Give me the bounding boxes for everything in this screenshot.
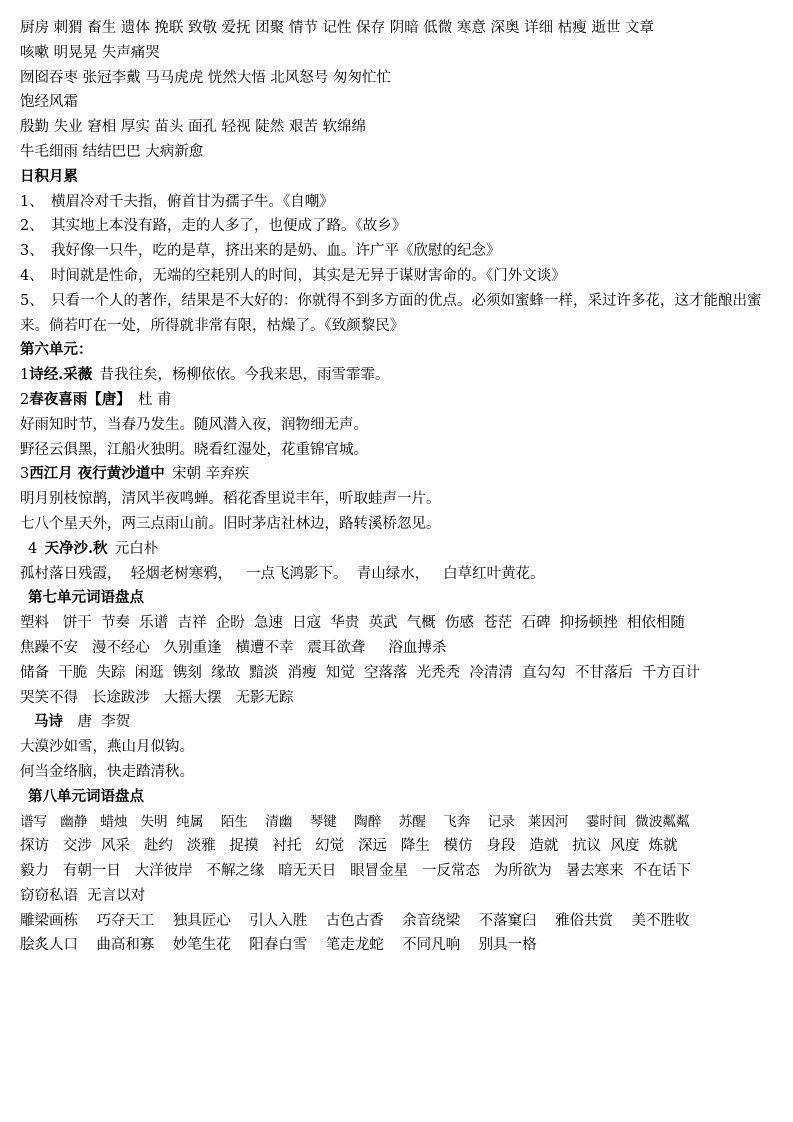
quote-number: 2、	[20, 218, 44, 235]
quote-number: 4、	[20, 267, 44, 284]
quote-text: 横眉冷对千夫指，俯首甘为孺子牛。《自嘲》	[50, 193, 334, 210]
poem-line	[20, 363, 782, 388]
quote-number: 1、	[20, 193, 44, 210]
quote-text: 我好像一只牛，吃的是草，挤出来的是奶、血。许广平《欣慰的纪念》	[50, 243, 501, 260]
word-list-line: 咳嗽 明晃晃 失声痛哭	[20, 44, 160, 61]
poem-title: 西江月 夜行黄沙道中	[29, 465, 165, 483]
poem-line: 七八个星天外，两三点雨山前。旧时茅店社林边，路转溪桥忽见。	[20, 515, 441, 532]
poem-heading	[20, 462, 782, 487]
poem-line: 孤村落日残霞， 轻烟老树寒鸦， 一点飞鸿影下。 青山绿水， 白草红叶黄花。	[20, 565, 545, 582]
poem-author: 杜 甫	[137, 391, 172, 408]
quote-item	[20, 264, 782, 289]
poem-line: 大漠沙如雪，燕山月似钩。	[20, 739, 194, 756]
quote-item	[20, 239, 782, 264]
poem-line: 野径云俱黑，江船火独明。晓看红湿处，花重锦官城。	[20, 441, 368, 458]
poem-author: 唐 李贺	[77, 714, 131, 731]
word-list-line: 雕梁画栋 巧夺天工 独具匠心 引人入胜 古色古香 余音绕梁 不落窠臼 雅俗共赏 美不胜收	[20, 912, 690, 929]
word-list-line: 塑料 饼干 节奏 乐谱 吉祥 企盼 急速 日寇 华贵 英武 气概 伤感 苍茫 石碑 抑扬顿挫 相依相随	[20, 615, 685, 632]
section-heading-unit8: 第八单元词语盘点	[28, 787, 144, 805]
word-list-line: 储备 干脆 失踪 闲逛 镌刻 缘故 黯淡 消瘦 知觉 空落落 光秃秃 冷清清 直勾勾 不甘落后 千方百计	[20, 664, 701, 681]
word-list-line: 囫囵吞枣 张冠李戴 马马虎虎 恍然大悟 北风怒号 匆匆忙忙	[20, 69, 392, 86]
poem-heading	[20, 710, 782, 735]
poem-title: 天净沙.秋	[44, 539, 108, 557]
quote-text: 时间就是性命，无端的空耗别人的时间，其实是无异于谋财害命的。《门外文谈》	[50, 267, 566, 284]
section-heading-unit6: 第六单元：	[20, 341, 93, 359]
section-heading-riji: 日积月累	[20, 167, 78, 185]
poem-title: 诗经.采薇	[29, 366, 93, 384]
quote-text: 其实地上本没有路，走的人多了，也便成了路。《故乡》	[50, 218, 407, 235]
poem-author: 元白朴	[114, 540, 159, 557]
poem-number: 1	[20, 367, 30, 384]
quote-number: 5、	[20, 292, 44, 309]
poem-number: 3	[20, 466, 30, 483]
word-list-line: 窃窃私语 无言以对	[20, 887, 146, 904]
poem-heading	[20, 388, 782, 413]
document-page	[20, 16, 782, 958]
poem-line: 何当金络脑，快走踏清秋。	[20, 763, 194, 780]
quote-item	[20, 214, 782, 239]
poem-text: 昔我往矣，杨柳依依。今我来思，雨雪霏霏。	[99, 367, 390, 384]
word-list-line: 脍炙人口 曲高和寡 妙笔生花 阳春白雪 笔走龙蛇 不同凡响 别具一格	[20, 937, 537, 954]
word-list-line: 殷勤 失业 窘相 厚实 苗头 面孔 轻视 陡然 艰苦 软绵绵	[20, 119, 366, 136]
quote-number: 3、	[20, 243, 44, 260]
quote-item	[20, 190, 782, 215]
poem-title: 春夜喜雨【唐】	[29, 390, 131, 408]
poem-number: 2	[20, 391, 30, 408]
poem-number: 4	[28, 540, 38, 557]
quote-item	[20, 289, 782, 339]
word-list-line: 焦躁不安 漫不经心 久别重逢 横遭不幸 震耳欲聋 浴血搏杀	[20, 639, 447, 656]
word-list-line: 厨房 刺猬 畜生 遗体 挽联 致敬 爱抚 团聚 情节 记性 保存 阴暗 低微 寒意 深奥 详细 枯瘦 逝世 文章	[20, 20, 654, 36]
word-list-line: 饱经风霜	[20, 94, 78, 111]
word-list-line: 谱写 幽静 蜡烛 失明 纯属 陌生 清幽 琴键 陶醉 苏醒 飞奔 记录 莱因河 霎时间 微波粼粼	[20, 813, 690, 830]
section-heading-unit7: 第七单元词语盘点	[28, 589, 144, 607]
word-list-line: 毅力 有朝一日 大洋彼岸 不解之缘 暗无天日 眼冒金星 一反常态 为所欲为 暑去寒来 不在话下	[20, 863, 691, 880]
word-list-line: 探访 交涉 风采 赴约 淡雅 捉摸 衬托 幻觉 深远 降生 模仿 身段 造就 抗议 风度 炼就	[20, 838, 678, 855]
quote-text: 只看一个人的著作，结果是不大好的：你就得不到多方面的优点。必须如蜜蜂一样，采过许多花，这才能酿出蜜来。倘若叮在一处，所得就非常有限，枯燥了。《致颜黎民》	[20, 292, 762, 334]
poem-author: 宋朝 辛弃疾	[172, 466, 250, 483]
word-list-line: 牛毛细雨 结结巴巴 大病新愈	[20, 143, 204, 160]
poem-line: 好雨知时节，当春乃发生。随风潜入夜，润物细无声。	[20, 416, 368, 433]
poem-line: 明月别枝惊鹊，清风半夜鸣蝉。稻花香里说丰年，听取蛙声一片。	[20, 491, 441, 508]
poem-heading	[20, 537, 782, 562]
word-list-line: 哭笑不得 长途跋涉 大摇大摆 无影无踪	[20, 689, 294, 706]
poem-title: 马诗	[34, 713, 63, 731]
